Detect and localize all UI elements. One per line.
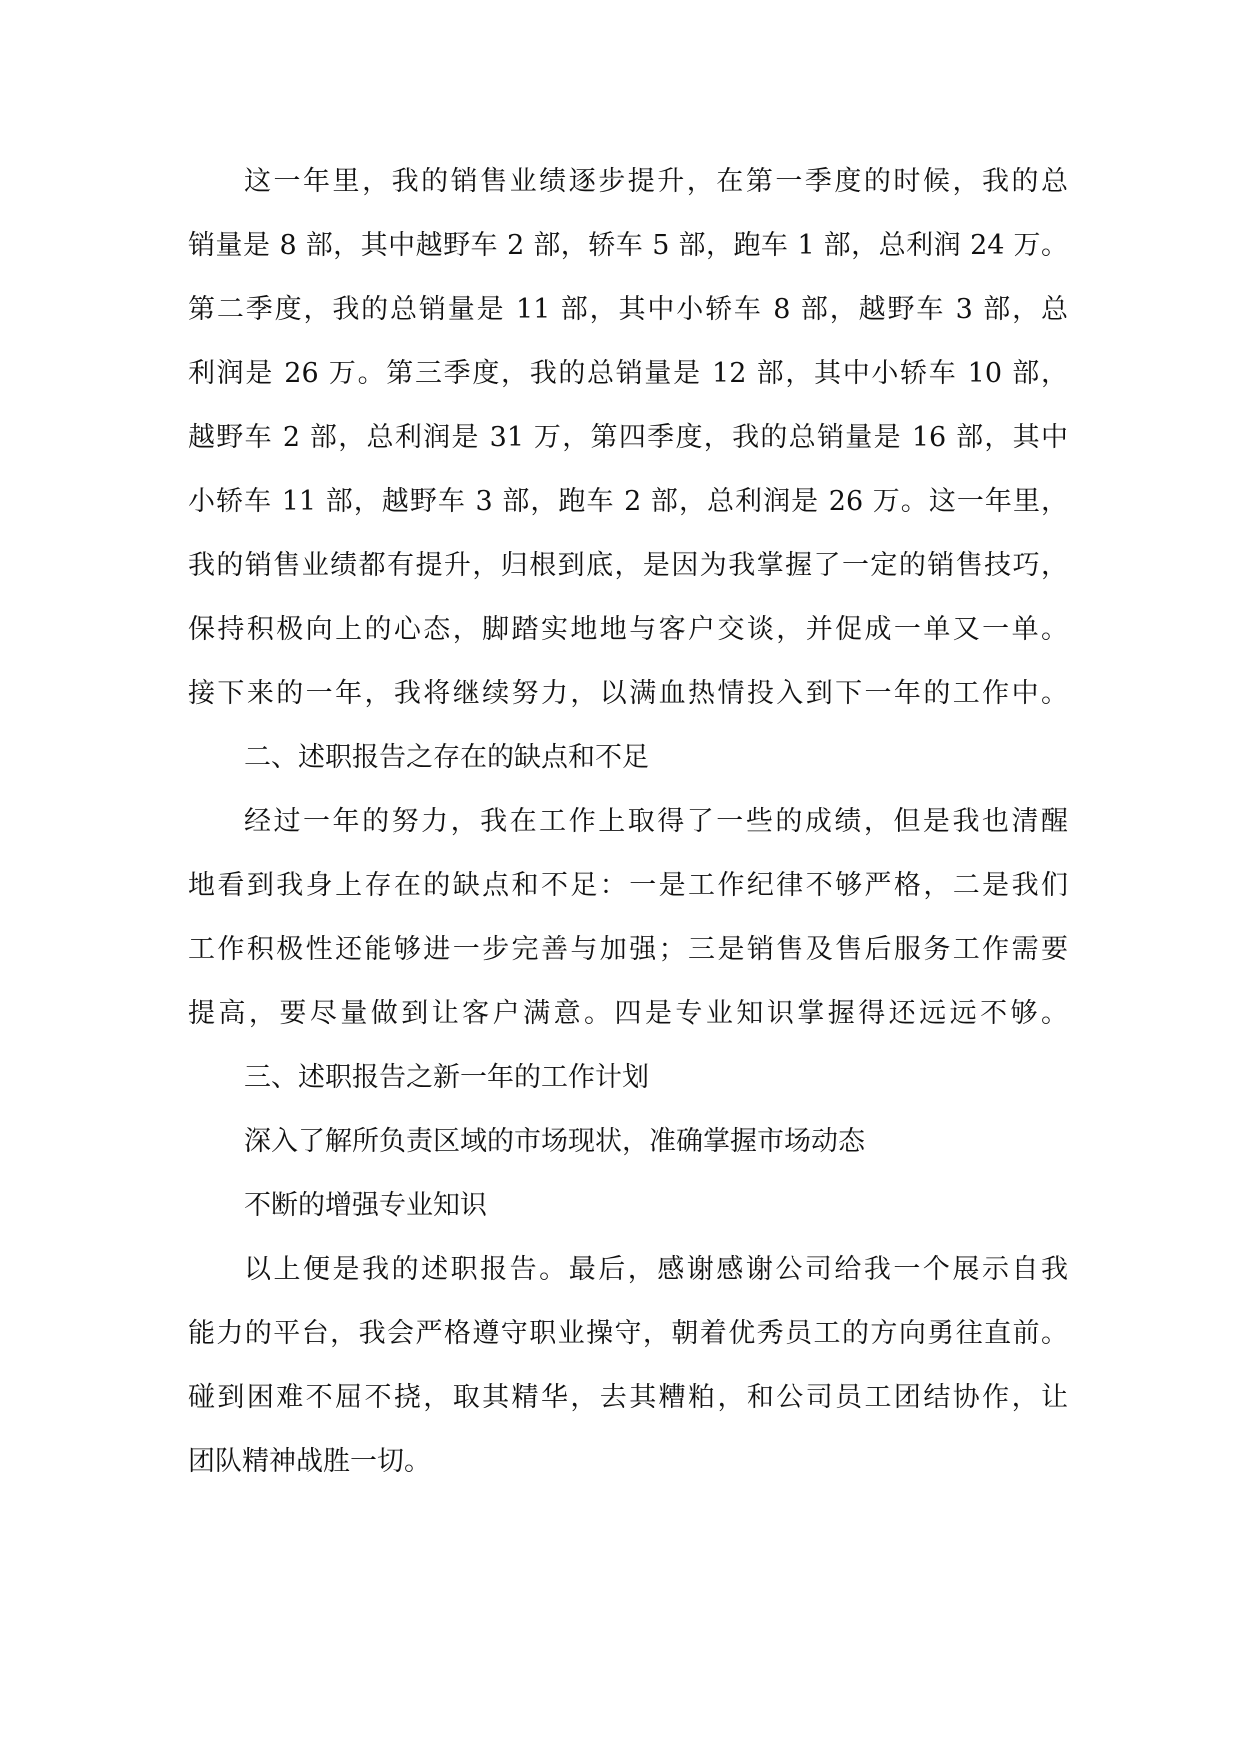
text-line: 团队精神战胜一切。 xyxy=(188,1446,431,1477)
text-line: 保持积极向上的心态，脚踏实地地与客户交谈，并促成一单又一单。 xyxy=(188,614,1068,645)
text-line: 这一年里，我的销售业绩逐步提升，在第一季度的时候，我的总 xyxy=(244,166,1068,197)
text-line: 提高，要尽量做到让客户满意。四是专业知识掌握得还远远不够。 xyxy=(188,998,1068,1029)
paragraph-closing xyxy=(188,1238,1068,1494)
paragraph-sales-results xyxy=(188,150,1068,726)
plan-item: 不断的增强专业知识 xyxy=(244,1190,487,1221)
text-line: 以上便是我的述职报告。最后，感谢感谢公司给我一个展示自我 xyxy=(244,1254,1068,1285)
document-body xyxy=(188,150,1068,1494)
plan-item: 深入了解所负责区域的市场现状，准确掌握市场动态 xyxy=(244,1126,865,1157)
text-line: 我的销售业绩都有提升，归根到底，是因为我掌握了一定的销售技巧， xyxy=(188,550,1068,581)
section-heading-work-plan: 三、述职报告之新一年的工作计划 xyxy=(244,1062,649,1093)
text-line: 销量是 8 部，其中越野车 2 部，轿车 5 部，跑车 1 部，总利润 24 万。 xyxy=(188,230,1068,261)
section-heading-shortcomings: 二、述职报告之存在的缺点和不足 xyxy=(244,742,649,773)
text-line: 小轿车 11 部，越野车 3 部，跑车 2 部，总利润是 26 万。这一年里， xyxy=(188,486,1068,517)
text-line: 地看到我身上存在的缺点和不足：一是工作纪律不够严格，二是我们 xyxy=(188,870,1068,901)
text-line: 能力的平台，我会严格遵守职业操守，朝着优秀员工的方向勇往直前。 xyxy=(188,1318,1068,1349)
text-line: 第二季度，我的总销量是 11 部，其中小轿车 8 部，越野车 3 部，总 xyxy=(188,294,1068,325)
text-line: 碰到困难不屈不挠，取其精华，去其糟粕，和公司员工团结协作，让 xyxy=(188,1382,1068,1413)
text-line: 利润是 26 万。第三季度，我的总销量是 12 部，其中小轿车 10 部， xyxy=(188,358,1068,389)
text-line: 工作积极性还能够进一步完善与加强；三是销售及售后服务工作需要 xyxy=(188,934,1068,965)
text-line: 接下来的一年，我将继续努力，以满血热情投入到下一年的工作中。 xyxy=(188,678,1068,709)
paragraph-shortcomings xyxy=(188,790,1068,1046)
text-line: 经过一年的努力，我在工作上取得了一些的成绩，但是我也清醒 xyxy=(244,806,1068,837)
text-line: 越野车 2 部，总利润是 31 万，第四季度，我的总销量是 16 部，其中 xyxy=(188,422,1068,453)
